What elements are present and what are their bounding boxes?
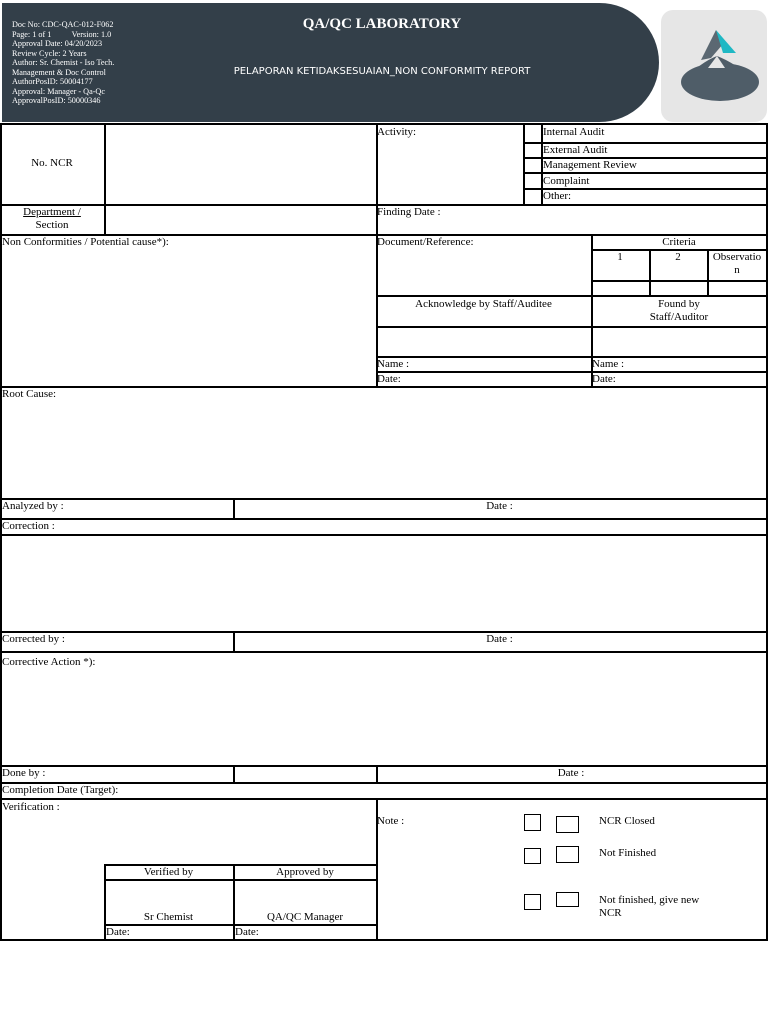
meta-line: Approval: Manager - Qa-Qc bbox=[12, 86, 105, 96]
meta-line: Review Cycle: 2 Years bbox=[12, 48, 87, 58]
found-by-label: Found by bbox=[658, 298, 700, 310]
done-by-label: Done by : bbox=[2, 767, 46, 779]
activity-option-other: Other: bbox=[543, 190, 572, 202]
found-by-role: Staff/Auditor bbox=[649, 311, 709, 323]
activity-option-internal-audit: Internal Audit bbox=[543, 126, 605, 138]
activity-label: Activity: bbox=[377, 126, 417, 138]
meta-line: Author: Sr. Chemist - Iso Tech. bbox=[12, 58, 115, 67]
verified-signature-field[interactable] bbox=[106, 881, 232, 909]
finding-date-label: Finding Date : bbox=[377, 206, 441, 218]
not-finished-label: Not Finished bbox=[599, 847, 657, 859]
verification-label: Verification : bbox=[2, 801, 60, 813]
criteria-header: Criteria bbox=[662, 236, 696, 248]
approved-date-label: Date: bbox=[235, 926, 259, 938]
department-label: Department / bbox=[23, 206, 81, 218]
meta-line: Page: 1 of 1 Version: 1.0 bbox=[12, 29, 112, 39]
internal-audit-checkbox[interactable] bbox=[524, 125, 540, 141]
nonconformities-field[interactable] bbox=[2, 250, 374, 384]
analyzed-by-label: Analyzed by : bbox=[2, 500, 64, 512]
approver-role: QA/QC Manager bbox=[266, 911, 344, 923]
ncr-closed-checkbox-2[interactable] bbox=[556, 816, 579, 833]
header-banner bbox=[2, 3, 659, 122]
approved-by-label: Approved by bbox=[276, 866, 334, 878]
meta-line: Approval Date: 04/20/2023 bbox=[12, 39, 103, 48]
meta-line: ApprovalPosID: 50000346 bbox=[12, 96, 101, 105]
root-cause-field[interactable] bbox=[2, 402, 765, 496]
activity-option-management-review: Management Review bbox=[543, 159, 637, 171]
document-meta bbox=[12, 20, 162, 106]
auditee-date-label: Date: bbox=[377, 373, 401, 385]
analyzed-date-label: Date : bbox=[486, 500, 513, 512]
verifier-role: Sr Chemist bbox=[143, 911, 194, 923]
other-checkbox[interactable] bbox=[524, 190, 540, 203]
ncr-closed-label: NCR Closed bbox=[599, 815, 655, 827]
new-ncr-label: Not finished, give new bbox=[599, 894, 700, 906]
criteria-col-observation: Observatio bbox=[712, 251, 762, 263]
ncr-number-label: No. NCR bbox=[31, 157, 73, 169]
document-reference-label: Document/Reference: bbox=[377, 236, 474, 248]
corrected-date-label: Date : bbox=[486, 633, 513, 645]
corrected-by-label: Corrected by : bbox=[2, 633, 65, 645]
report-subtitle: PELAPORAN KETIDAKSESUAIAN_NON CONFORMITY REPORT bbox=[233, 66, 531, 77]
company-logo bbox=[661, 10, 767, 122]
corrective-action-field[interactable] bbox=[2, 670, 765, 763]
completion-date-label: Completion Date (Target): bbox=[2, 784, 119, 796]
auditee-name-label: Name : bbox=[377, 358, 410, 370]
new-ncr-checkbox-1[interactable] bbox=[524, 894, 541, 910]
verified-by-label: Verified by bbox=[143, 866, 194, 878]
meta-line: AuthorPosID: 50004177 bbox=[12, 77, 93, 86]
mountain-logo-icon bbox=[661, 10, 767, 122]
ncr-number-field[interactable] bbox=[106, 125, 374, 203]
criteria-col-2: 2 bbox=[675, 251, 681, 263]
not-finished-checkbox-1[interactable] bbox=[524, 848, 541, 864]
new-ncr-checkbox-2[interactable] bbox=[556, 892, 579, 907]
nonconformities-label: Non Conformities / Potential cause*): bbox=[2, 236, 169, 248]
criteria-col-observation-wrap: n bbox=[734, 264, 740, 276]
criteria-col-1: 1 bbox=[617, 251, 623, 263]
activity-option-external-audit: External Audit bbox=[543, 144, 608, 156]
approved-signature-field[interactable] bbox=[235, 881, 375, 909]
external-audit-checkbox[interactable] bbox=[524, 144, 540, 156]
page-title: QA/QC LABORATORY bbox=[302, 16, 462, 32]
meta-line: Doc No: CDC-QAC-012-F062 bbox=[12, 20, 114, 29]
management-review-checkbox[interactable] bbox=[524, 159, 540, 171]
activity-option-complaint: Complaint bbox=[543, 175, 590, 187]
section-label: Section bbox=[35, 219, 69, 231]
auditor-name-label: Name : bbox=[592, 358, 625, 370]
meta-line: Management & Doc Control bbox=[12, 67, 106, 77]
auditor-date-label: Date: bbox=[592, 373, 616, 385]
done-date-label: Date : bbox=[557, 767, 585, 779]
complaint-checkbox[interactable] bbox=[524, 174, 540, 187]
department-field[interactable] bbox=[106, 206, 374, 233]
verified-date-label: Date: bbox=[106, 926, 130, 938]
root-cause-label: Root Cause: bbox=[2, 388, 57, 400]
acknowledge-label: Acknowledge by Staff/Auditee bbox=[415, 298, 552, 310]
note-label: Note : bbox=[377, 815, 405, 827]
correction-label: Correction : bbox=[2, 520, 55, 532]
new-ncr-label-wrap: NCR bbox=[599, 907, 622, 919]
correction-field[interactable] bbox=[2, 536, 765, 629]
ncr-closed-checkbox-1[interactable] bbox=[524, 814, 541, 831]
not-finished-checkbox-2[interactable] bbox=[556, 846, 579, 863]
corrective-action-label: Corrective Action *): bbox=[2, 656, 96, 668]
